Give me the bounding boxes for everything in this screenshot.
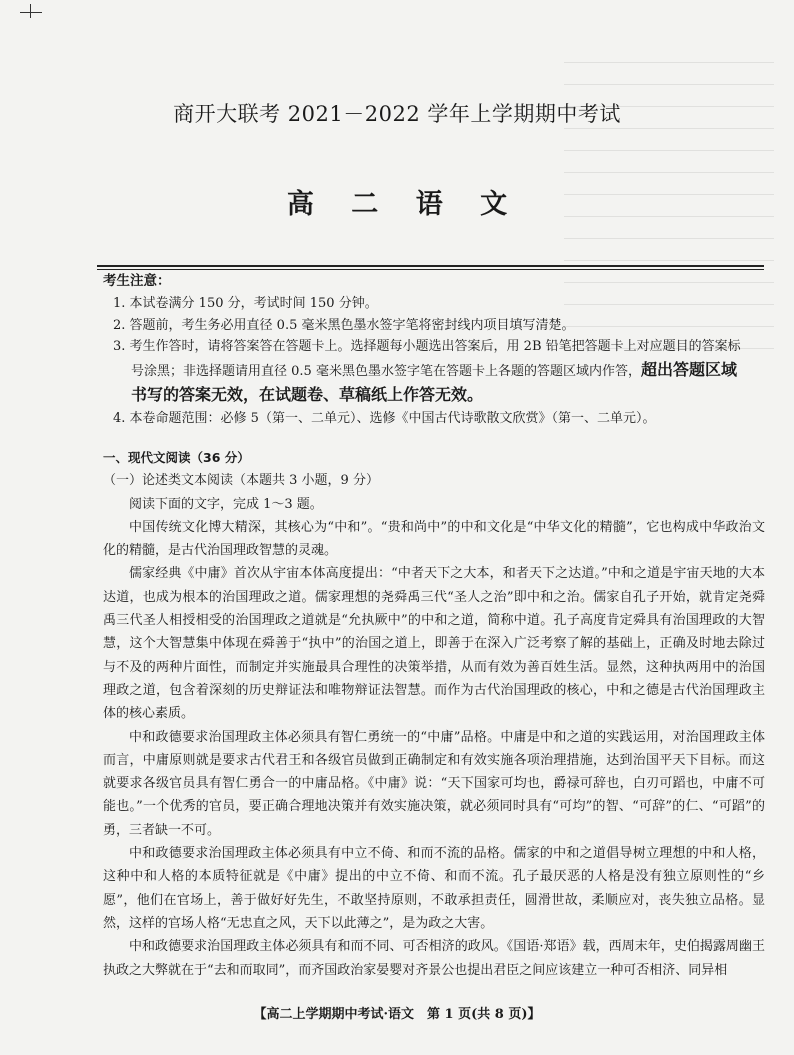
section-subtitle: （一）论述类文本阅读（本题共 3 小题，9 分）: [103, 473, 379, 489]
passage-paragraph-3: 中和政德要求治国理政主体必须具有智仁勇统一的“中庸”品格。中庸是中和之道的实践运用，对治国理政主体而言，中庸原则就是要求古代君王和各级官员做到正确制定和有效实施各项治理措施，达到治国平天下目标。而这就要求各级官员具有智仁勇合一的中庸品格。《中庸》说：“天下国家可均也，爵禄可辞也，白刃可蹈也，中庸不可能也。”一个优秀的官员，要正确合理地决策并有效实施决策，就必须同时具有“可均”的智、“可辞”的仁、“可蹈”的勇，三者缺一不可。: [103, 729, 765, 838]
note-emphasis: 超出答题区域书写的答案无效，在试题卷、草稿纸上作答无效。: [131, 360, 737, 404]
notes-heading: 考生注意：: [103, 273, 171, 289]
note-item-2: 2. 答题前，考生务必用直径 0.5 毫米黑色墨水签字笔将密封线内项目填写清楚。: [113, 317, 575, 333]
section-instruction: 阅读下面的文字，完成 1～3 题。: [129, 496, 323, 512]
page-footer: 【高二上学期期中考试·语文 第 1 页(共 8 页)】: [253, 1007, 541, 1022]
section-title: 一、现代文阅读（36 分）: [103, 450, 250, 465]
note-item-4: 4. 本卷命题范围：必修 5（第一、二单元）、选修《中国古代诗歌散文欣赏》（第一、二单元）。: [113, 410, 656, 426]
passage-paragraph-2: 儒家经典《中庸》首次从宇宙本体高度提出：“中者天下之大本，和者天下之达道。”中和之道是宇宙天地的大本达道，也成为根本的治国理政之道。儒家理想的尧舜禹三代“圣人之治”即中和之治。儒家自孔子开始，就肯定尧舜禹三代圣人相授相受的治国理政之道就是“允执厥中”的中和之道，简称中道。孔子高度肯定舜具有治国理政的大智慧，这个大智慧集中体现在舜善于“执中”的治国之道上，即善于在深入广泛考察了解的基础上，正确及时地去除过与不及的两种片面性，而制定并实施最具合理性的决策举措，从而有效为善百姓生活。显然，这种执两用中的治国理政之道，包含着深刻的历史辩证法和唯物辩证法智慧。而作为古代治国理政的核心，中和之德是古代治国理政主体的核心素质。: [103, 566, 765, 722]
note-item-3: [103, 336, 743, 407]
header-rule-thin: [97, 269, 764, 270]
passage-paragraph-1: 中国传统文化博大精深，其核心为“中和”。“贵和尚中”的中和文化是“中华文化的精髓”，它也构成中华政治文化的精髓，是古代治国理政智慧的灵魂。: [103, 519, 765, 559]
candidate-notes: [103, 271, 743, 430]
reading-section: [103, 446, 765, 982]
passage-paragraph-4: 中和政德要求治国理政主体必须具有中立不倚、和而不流的品格。儒家的中和之道倡导树立理想的中和人格，这种中和人格的本质特征就是《中庸》提出的中立不倚、和而不流。孔子最厌恶的人格是没有独立原则性的“乡愿”，他们在官场上，善于做好好先生，不敢坚持原则，不敢承担责任，圆滑世故，柔顺应对，丧失独立品格。显然，这样的官场人格“无忠直之风，天下以此薄之”，是为政之大害。: [103, 846, 765, 931]
header-rule-thick: [97, 265, 764, 267]
note-item-1: 1. 本试卷满分 150 分，考试时间 150 分钟。: [113, 295, 378, 311]
passage-paragraph-5: 中和政德要求治国理政主体必须具有和而不同、可否相济的政风。《国语·郑语》载，西周末年，史伯揭露周幽王执政之大弊就在于“去和而取同”，而齐国政治家晏婴对齐景公也提出君臣之间应该建立一种可否相济、同异相: [103, 939, 765, 978]
subject-title: 高 二 语 文: [286, 189, 522, 220]
note-item-3-text: 3. 考生作答时，请将答案答在答题卡上。选择题每小题选出答案后，用 2B 铅笔把答题卡上对应题目的答案标号涂黑；非选择题请用直径 0.5 毫米黑色墨水签字笔在答题卡上各题的答题区域内作答，: [113, 339, 741, 380]
exam-title: 商开大联考 2021－2022 学年上学期期中考试: [173, 102, 621, 126]
binding-corner-mark: [20, 4, 42, 18]
